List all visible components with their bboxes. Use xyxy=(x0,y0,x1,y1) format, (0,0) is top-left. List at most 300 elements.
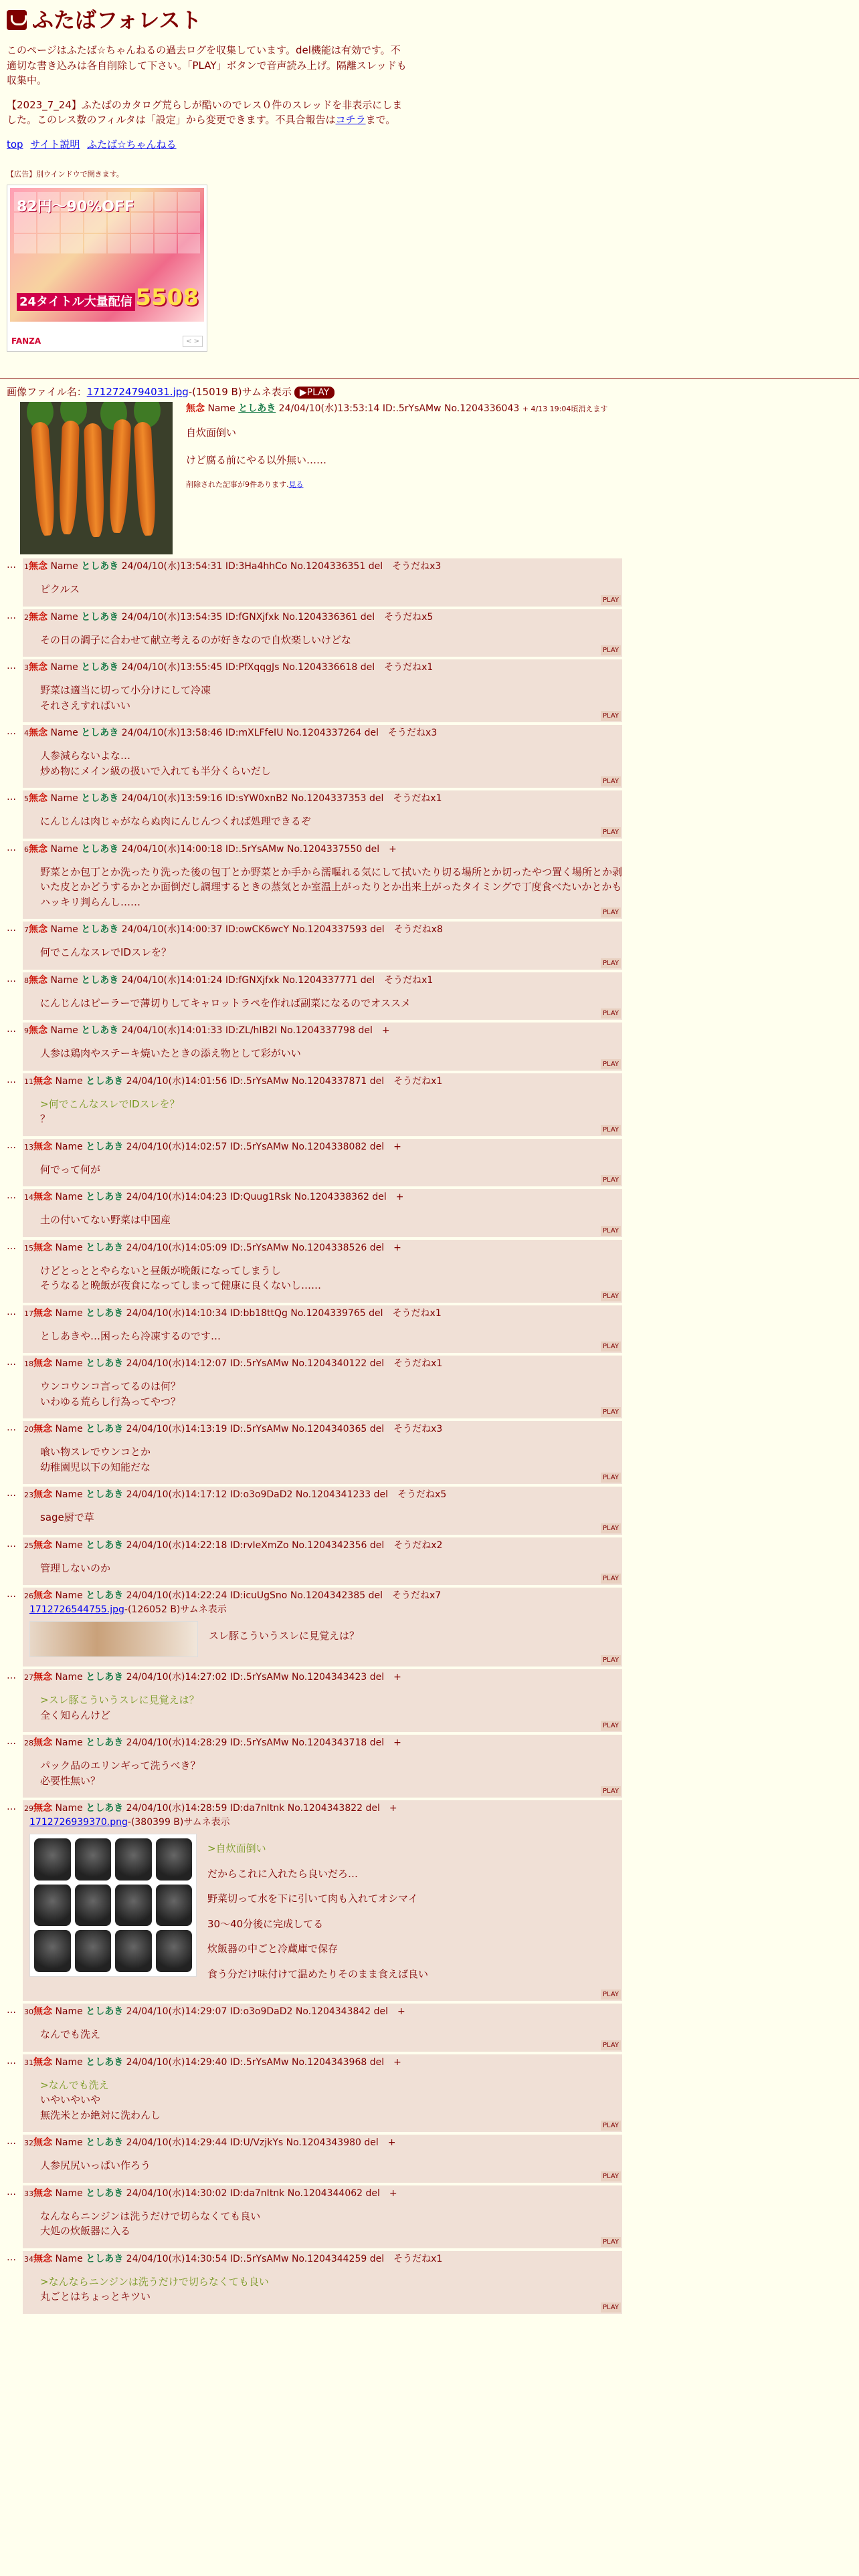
reply-name: としあき xyxy=(86,1358,124,1369)
intro-paragraph-2 xyxy=(7,98,408,128)
reply-dots: … xyxy=(7,1024,16,1035)
reply-name: としあき xyxy=(86,1672,124,1683)
reply-post xyxy=(23,1139,622,1187)
reply-name-label: Name xyxy=(55,1539,83,1551)
reply-post xyxy=(23,558,622,607)
reply-actions[interactable]: del そうだねx1 xyxy=(360,974,434,986)
reply-name-label: Name xyxy=(55,1590,83,1601)
reply-dots: … xyxy=(7,1074,16,1085)
reply-meta xyxy=(23,1539,622,1553)
reply-no: No.1204337871 xyxy=(291,1075,367,1087)
reply-text xyxy=(40,1561,622,1576)
reply-dots: … xyxy=(7,1802,16,1812)
reply-post xyxy=(23,790,622,839)
reply-meta xyxy=(23,2056,622,2070)
reply-dots: … xyxy=(7,1736,16,1747)
reply-id: ID:da7nItnk xyxy=(229,1803,285,1814)
ad-image[interactable] xyxy=(10,188,204,322)
reply-id: ID:bb18ttQg xyxy=(229,1307,288,1319)
reply-name-label: Name xyxy=(55,2056,83,2068)
reply-dots: … xyxy=(7,973,16,984)
reply-name: としあき xyxy=(86,1192,124,1202)
reply-post xyxy=(23,841,622,920)
reply-name: としあき xyxy=(86,2187,124,2199)
reply-text xyxy=(209,1618,359,1654)
reply-id: ID:PfXqqgJs xyxy=(225,662,280,673)
reply-text xyxy=(40,2274,622,2304)
reply-play-button[interactable]: PLAY xyxy=(601,958,621,968)
reply-text xyxy=(40,2158,622,2173)
reply-file-size: -(126052 B)サムネ表示 xyxy=(124,1604,227,1615)
reply-text xyxy=(40,633,622,648)
reply-meta xyxy=(23,1241,622,1255)
op-name[interactable]: としあき xyxy=(238,403,276,414)
reply-number: 14 xyxy=(24,1193,33,1202)
reply-dots: … xyxy=(7,1589,16,1600)
reply-id: ID:.5rYsAMw xyxy=(229,1358,289,1369)
reply-text-line: なんでも洗え xyxy=(40,2028,101,2040)
reply-post xyxy=(23,1189,622,1237)
reply-number: 9 xyxy=(24,1027,29,1035)
reply-number: 11 xyxy=(24,1077,33,1086)
reply-text-line: 必要性無い？ xyxy=(40,1774,101,1787)
reply-name: としあき xyxy=(86,2253,124,2264)
reply-play-button[interactable]: PLAY xyxy=(601,1523,621,1533)
reply-dots: … xyxy=(7,2055,16,2066)
op-post xyxy=(7,402,852,554)
reply-id: ID:.5rYsAMw xyxy=(229,1672,289,1683)
filename-label: 画像ファイル名： xyxy=(7,385,87,398)
nav-link-top[interactable]: top xyxy=(7,138,23,150)
reply-text-line: sage厨で草 xyxy=(40,1511,94,1523)
reply-name-label: Name xyxy=(55,1141,83,1152)
reply-play-button[interactable]: PLAY xyxy=(601,1125,621,1135)
reply-no: No.1204336361 xyxy=(282,611,358,623)
reply-date: 24/04/10(水)13:58:46 xyxy=(121,728,223,738)
reply-text-line: 30〜40分後に完成してる xyxy=(207,1917,324,1930)
reply-thumbnail[interactable] xyxy=(29,1834,197,1977)
reply-subject: 無念 xyxy=(29,924,47,935)
reply-dots: … xyxy=(7,661,16,671)
reply-meta xyxy=(23,2136,622,2150)
reply-subject: 無念 xyxy=(33,1424,52,1434)
reply-text-line: ウンコウンコ言ってるのは何？ xyxy=(40,1380,181,1392)
reply-no: No.1204337593 xyxy=(292,924,367,935)
reply-actions[interactable]: del そうだねx1 xyxy=(369,1307,442,1319)
reply-subject: 無念 xyxy=(33,2006,52,2017)
reply-file-link[interactable]: 1712726544755.jpg xyxy=(29,1604,124,1615)
reply-post xyxy=(23,2135,622,2183)
reply-post xyxy=(23,659,622,722)
reply-actions[interactable]: del そうだねx1 xyxy=(360,662,434,673)
reply-file-info xyxy=(29,1603,622,1617)
reply-meta xyxy=(23,1802,622,1816)
reply-play-button[interactable]: PLAY xyxy=(601,1655,621,1665)
reply-meta xyxy=(23,560,622,574)
reply-row xyxy=(7,1139,852,1190)
reply-actions[interactable]: del + xyxy=(364,2137,396,2148)
reply-actions[interactable]: del そうだねx1 xyxy=(369,1075,443,1087)
reply-actions[interactable]: del + xyxy=(369,1672,401,1683)
op-text-line-1: 自炊面倒い xyxy=(186,427,237,439)
reply-post xyxy=(23,922,622,970)
reply-subject: 無念 xyxy=(33,1075,52,1087)
reply-dots: … xyxy=(7,2252,16,2263)
reply-name: としあき xyxy=(86,1424,124,1434)
op-file-link[interactable]: 1712724794031.jpg xyxy=(86,385,189,398)
reply-post xyxy=(23,972,622,1021)
reply-play-button[interactable]: PLAY xyxy=(601,1226,621,1236)
reply-name-label: Name xyxy=(55,2253,83,2264)
reply-text-line: 何でこんなスレでIDスレを？ xyxy=(40,946,171,958)
reply-row xyxy=(7,2004,852,2054)
reply-subject: 無念 xyxy=(33,1672,52,1683)
reply-id: ID:mXLFfeIU xyxy=(225,728,284,738)
reply-meta xyxy=(23,1024,622,1038)
reply-play-button[interactable]: PLAY xyxy=(601,1990,621,2000)
intro-text xyxy=(7,43,408,128)
reply-date: 24/04/10(水)14:12:07 xyxy=(126,1358,227,1369)
reply-actions[interactable]: del そうだねx1 xyxy=(369,1358,443,1369)
reply-id: ID:.5rYsAMw xyxy=(225,843,284,855)
reply-play-button[interactable]: PLAY xyxy=(601,1175,621,1185)
reply-dots: … xyxy=(7,560,16,570)
reply-name-label: Name xyxy=(55,2006,83,2017)
report-link[interactable]: コチラ xyxy=(335,114,366,126)
reply-dots: … xyxy=(7,1357,16,1368)
reply-post xyxy=(23,1240,622,1303)
reply-no: No.1204340365 xyxy=(291,1424,367,1434)
reply-subject: 無念 xyxy=(33,1192,52,1202)
reply-text-line: それさえすればいい xyxy=(40,699,131,712)
reply-file-info xyxy=(29,1816,622,1830)
reply-play-button[interactable]: PLAY xyxy=(601,711,621,721)
reply-no: No.1204343968 xyxy=(291,2056,367,2068)
reply-no: No.1204338526 xyxy=(291,1242,367,1253)
reply-text xyxy=(40,1263,622,1293)
reply-date: 24/04/10(水)14:04:23 xyxy=(126,1192,227,1202)
reply-text xyxy=(40,1212,622,1228)
reply-text-line: なんならニンジンは洗うだけで切らなくても良い xyxy=(40,2210,261,2222)
reply-no: No.1204344062 xyxy=(287,2187,363,2199)
reply-text-line: ？ xyxy=(40,1113,51,1125)
op-no: No.1204336043 xyxy=(444,403,520,414)
reply-thumbnail[interactable] xyxy=(29,1621,198,1657)
reply-id: ID:fGNXjfxk xyxy=(225,974,280,986)
reply-id: ID:rvIeXmZo xyxy=(229,1539,289,1551)
reply-number: 13 xyxy=(24,1142,33,1152)
show-deleted-link[interactable]: 見る xyxy=(288,480,304,489)
reply-name: としあき xyxy=(86,2056,124,2068)
reply-row xyxy=(7,609,852,660)
reply-name: としあき xyxy=(81,728,119,738)
reply-actions[interactable]: del + xyxy=(369,1737,401,1748)
reply-number: 18 xyxy=(24,1360,33,1368)
reply-name-label: Name xyxy=(55,1358,83,1369)
reply-dots: … xyxy=(7,923,16,934)
reply-actions[interactable]: del + xyxy=(358,1025,390,1036)
reply-subject: 無念 xyxy=(29,974,47,986)
intro-paragraph-2-text: 【2023_7_24】ふたばのカタログ荒らしが酷いのでレス０件のスレッドを非表示にしました。このレス数のフィルタは「設定」から変更できます。不具合報告は xyxy=(7,98,403,126)
reply-row xyxy=(7,841,852,922)
reply-quote-line: >なんならニンジンは洗うだけで切らなくても良い xyxy=(40,2275,269,2288)
reply-date: 24/04/10(水)14:28:29 xyxy=(126,1737,227,1748)
reply-dots: … xyxy=(7,1488,16,1499)
reply-subject: 無念 xyxy=(33,2137,52,2148)
reply-meta xyxy=(23,726,622,740)
reply-name-label: Name xyxy=(50,974,78,986)
reply-actions[interactable]: del そうだねx3 xyxy=(364,728,438,738)
op-id: ID:.5rYsAMw xyxy=(382,403,442,414)
reply-actions[interactable]: del そうだねx3 xyxy=(368,561,442,572)
reply-id: ID:owCK6wcY xyxy=(225,924,290,935)
reply-subject: 無念 xyxy=(33,1242,52,1253)
reply-text xyxy=(40,996,622,1011)
reply-row xyxy=(7,790,852,841)
reply-subject: 無念 xyxy=(33,1358,52,1369)
reply-subject: 無念 xyxy=(29,611,47,623)
reply-actions[interactable]: del + xyxy=(373,2006,405,2017)
reply-name-label: Name xyxy=(55,1075,83,1087)
reply-text-line: にんじんはピーラーで薄切りしてキャロットラペを作れば副菜になるのでオススメ xyxy=(40,996,411,1009)
reply-name: としあき xyxy=(86,1307,124,1319)
reply-name: としあき xyxy=(81,611,119,623)
reply-no: No.1204337798 xyxy=(280,1025,355,1036)
reply-subject: 無念 xyxy=(33,1803,52,1814)
op-file-size: -(15019 B)サムネ表示 xyxy=(188,385,292,398)
reply-text-line: だからこれに入れたら良いだろ… xyxy=(207,1867,359,1880)
ad-nav-arrows[interactable]: < > xyxy=(183,336,203,347)
reply-dots: … xyxy=(7,2186,16,2197)
reply-play-button[interactable]: PLAY xyxy=(601,1341,621,1352)
ad-banner[interactable] xyxy=(7,185,207,352)
reply-no: No.1204339765 xyxy=(290,1307,366,1319)
reply-date: 24/04/10(水)14:28:59 xyxy=(126,1803,227,1814)
reply-name: としあき xyxy=(81,843,119,855)
reply-meta xyxy=(23,792,622,806)
reply-subject: 無念 xyxy=(33,2253,52,2264)
reply-number: 31 xyxy=(24,2058,33,2067)
reply-play-button[interactable]: PLAY xyxy=(601,2171,621,2181)
reply-text-line: 炒め物にメイン級の扱いで入れても半分くらいだし xyxy=(40,764,271,777)
reply-play-button[interactable]: PLAY xyxy=(601,1407,621,1417)
reply-row xyxy=(7,2185,852,2251)
reply-subject: 無念 xyxy=(29,662,47,673)
nav-link-futaba[interactable]: ふたば☆ちゃんねる xyxy=(87,138,177,150)
reply-date: 24/04/10(水)14:05:09 xyxy=(126,1242,227,1253)
reply-actions[interactable]: del そうだねx5 xyxy=(373,1489,447,1500)
ad-label: 【広告】別ウインドウで開きます。 xyxy=(7,170,124,179)
reply-row xyxy=(7,1421,852,1487)
reply-post xyxy=(23,1421,622,1484)
reply-text-line: 丸ごとはちょっとキツい xyxy=(40,2290,151,2302)
reply-meta xyxy=(23,974,622,988)
reply-actions[interactable]: del + xyxy=(365,1803,397,1814)
reply-subject: 無念 xyxy=(29,728,47,738)
reply-name-label: Name xyxy=(50,793,78,804)
reply-text-line: スレ豚こういうスレに見覚えは？ xyxy=(209,1630,360,1642)
reply-play-button[interactable]: PLAY xyxy=(601,1721,621,1731)
reply-subject: 無念 xyxy=(33,1489,52,1500)
reply-play-button[interactable]: PLAY xyxy=(601,827,621,837)
reply-play-button[interactable]: PLAY xyxy=(601,2237,621,2247)
reply-actions[interactable]: del + xyxy=(365,843,397,855)
reply-actions[interactable]: del + xyxy=(369,1141,401,1152)
reply-text xyxy=(40,1693,622,1723)
deleted-notice-text: 削除された記事が9件あります. xyxy=(186,480,289,489)
reply-text xyxy=(40,2027,622,2042)
reply-name-label: Name xyxy=(55,1242,83,1253)
reply-play-button[interactable]: PLAY xyxy=(601,1008,621,1018)
reply-name: としあき xyxy=(86,2006,124,2017)
reply-actions[interactable]: del そうだねx8 xyxy=(370,924,443,935)
reply-number: 32 xyxy=(24,2139,33,2147)
reply-name: としあき xyxy=(86,2137,124,2148)
reply-row xyxy=(7,659,852,725)
reply-name: としあき xyxy=(86,1242,124,1253)
reply-post xyxy=(23,1735,622,1798)
reply-text-line: 幼稚園児以下の知能だな xyxy=(40,1461,151,1473)
reply-play-button[interactable]: PLAY xyxy=(601,776,621,786)
reply-row xyxy=(7,1023,852,1073)
reply-post xyxy=(23,1800,622,2001)
reply-text-line: そうなると晩飯が夜食になってしまって健康に良くないし…… xyxy=(40,1279,322,1291)
reply-text xyxy=(40,2209,622,2239)
reply-number: 1 xyxy=(24,562,29,571)
reply-dots: … xyxy=(7,2136,16,2147)
reply-dots: … xyxy=(7,1241,16,1252)
nav-link-about[interactable]: サイト説明 xyxy=(30,138,80,150)
reply-text-line: 大処の炊飯器に入る xyxy=(40,2225,131,2237)
reply-actions[interactable]: del そうだねx1 xyxy=(369,2253,443,2264)
reply-date: 24/04/10(水)14:30:02 xyxy=(126,2187,227,2199)
reply-subject: 無念 xyxy=(33,2187,52,2199)
reply-date: 24/04/10(水)13:55:45 xyxy=(121,662,223,673)
reply-play-button[interactable]: PLAY xyxy=(601,2040,621,2050)
reply-date: 24/04/10(水)14:30:54 xyxy=(126,2253,227,2264)
reply-post xyxy=(23,1669,622,1732)
reply-text-line: ピクルス xyxy=(40,583,80,595)
reply-actions[interactable]: del そうだねx2 xyxy=(369,1539,443,1551)
op-date: 24/04/10(水)13:53:14 xyxy=(278,403,380,414)
reply-meta xyxy=(23,1075,622,1089)
reply-id: ID:.5rYsAMw xyxy=(229,1242,289,1253)
reply-subject: 無念 xyxy=(29,843,47,855)
reply-actions[interactable]: del そうだねx3 xyxy=(369,1424,443,1434)
reply-text-line: 無洗米とか絶対に洗わんし xyxy=(40,2109,161,2121)
reply-id: ID:icuUgSno xyxy=(229,1590,288,1601)
reply-play-button[interactable]: PLAY xyxy=(601,1473,621,1483)
reply-no: No.1204337264 xyxy=(286,728,362,738)
reply-dots: … xyxy=(7,1306,16,1317)
op-meta xyxy=(186,402,607,416)
reply-name: としあき xyxy=(86,1539,124,1551)
op-name-label: Name xyxy=(207,403,235,414)
reply-play-button[interactable]: PLAY xyxy=(601,1291,621,1301)
ad-price-text: 82円〜90%OFF xyxy=(17,198,135,215)
reply-actions[interactable]: del + xyxy=(369,1242,401,1253)
reply-play-button[interactable]: PLAY xyxy=(601,645,621,655)
reply-image-block xyxy=(29,1618,622,1657)
reply-name-label: Name xyxy=(55,1192,83,1202)
reply-id: ID:fGNXjfxk xyxy=(225,611,280,623)
reply-date: 24/04/10(水)14:17:12 xyxy=(126,1489,227,1500)
reply-meta xyxy=(23,661,622,675)
reply-date: 24/04/10(水)13:54:35 xyxy=(121,611,223,623)
reply-row xyxy=(7,1537,852,1588)
reply-actions[interactable]: del + xyxy=(372,1192,404,1202)
reply-post xyxy=(23,1356,622,1418)
reply-meta xyxy=(23,2187,622,2201)
reply-play-button[interactable]: PLAY xyxy=(601,1786,621,1796)
op-image[interactable] xyxy=(20,402,173,554)
reply-meta xyxy=(23,1422,622,1436)
reply-id: ID:ZL/hIB2I xyxy=(225,1025,278,1036)
reply-name: としあき xyxy=(86,1141,124,1152)
reply-meta xyxy=(23,611,622,625)
reply-date: 24/04/10(水)14:10:34 xyxy=(126,1307,227,1319)
reply-no: No.1204337771 xyxy=(282,974,358,986)
reply-text-line: 土の付いてない野菜は中国産 xyxy=(40,1214,171,1226)
reply-text-line: 野菜とか包丁とか洗ったり洗った後の包丁とか野菜とか手から濡嘔れる気にして拭いたり切る場所とか切ったやつ置く場所とか剥いた皮とかどうするかとか面倒だし調理するときの蒸気とか室温上がったりとか出来上がったタイミングで丁度食べたいかとかもハッキリ判らんし…… xyxy=(40,865,623,908)
reply-play-button[interactable]: PLAY xyxy=(601,595,621,605)
reply-play-button[interactable]: PLAY xyxy=(601,1574,621,1584)
reply-play-button[interactable]: PLAY xyxy=(601,907,621,918)
reply-row xyxy=(7,922,852,972)
reply-number: 2 xyxy=(24,613,29,622)
reply-text xyxy=(40,683,622,713)
reply-no: No.1204343423 xyxy=(291,1672,367,1683)
reply-text xyxy=(40,945,622,960)
reply-number: 28 xyxy=(24,1739,33,1747)
reply-name: としあき xyxy=(81,924,119,935)
reply-meta xyxy=(23,1357,622,1371)
reply-post xyxy=(23,1537,622,1586)
reply-text xyxy=(40,1329,622,1344)
reply-play-button[interactable]: PLAY xyxy=(601,2121,621,2131)
reply-id: ID:o3o9DaD2 xyxy=(229,1489,293,1500)
reply-post xyxy=(23,609,622,657)
reply-play-button[interactable]: PLAY xyxy=(601,2302,621,2313)
reply-actions[interactable]: del + xyxy=(365,2187,397,2199)
reply-text-line: 全く知らんけど xyxy=(40,1709,111,1721)
reply-actions[interactable]: del + xyxy=(369,2056,401,2068)
reply-date: 24/04/10(水)14:13:19 xyxy=(126,1424,227,1434)
reply-row xyxy=(7,1588,852,1669)
reply-date: 24/04/10(水)13:54:31 xyxy=(121,561,223,572)
ad-big-number: 5508 xyxy=(135,284,199,311)
op-file-info xyxy=(7,385,852,400)
reply-text-line: 野菜は適当に切って小分けにして冷凍 xyxy=(40,684,211,696)
reply-file-link[interactable]: 1712726939370.png xyxy=(29,1817,128,1828)
reply-date: 24/04/10(水)14:02:57 xyxy=(126,1141,227,1152)
reply-row xyxy=(7,725,852,790)
reply-date: 24/04/10(水)14:29:44 xyxy=(126,2137,227,2148)
reply-name-label: Name xyxy=(55,2137,83,2148)
reply-number: 4 xyxy=(24,729,29,738)
reply-post xyxy=(23,1305,622,1354)
reply-play-button[interactable]: PLAY xyxy=(601,1059,621,1069)
reply-number: 29 xyxy=(24,1804,33,1813)
reply-actions[interactable]: del そうだねx5 xyxy=(360,611,434,623)
reply-actions[interactable]: del そうだねx7 xyxy=(368,1590,442,1601)
reply-row xyxy=(7,1305,852,1356)
reply-row xyxy=(7,2251,852,2317)
reply-row xyxy=(7,1356,852,1421)
reply-date: 24/04/10(水)14:01:24 xyxy=(121,974,223,986)
op-play-button[interactable]: ▶PLAY xyxy=(294,387,335,399)
reply-actions[interactable]: del そうだねx1 xyxy=(369,793,442,804)
